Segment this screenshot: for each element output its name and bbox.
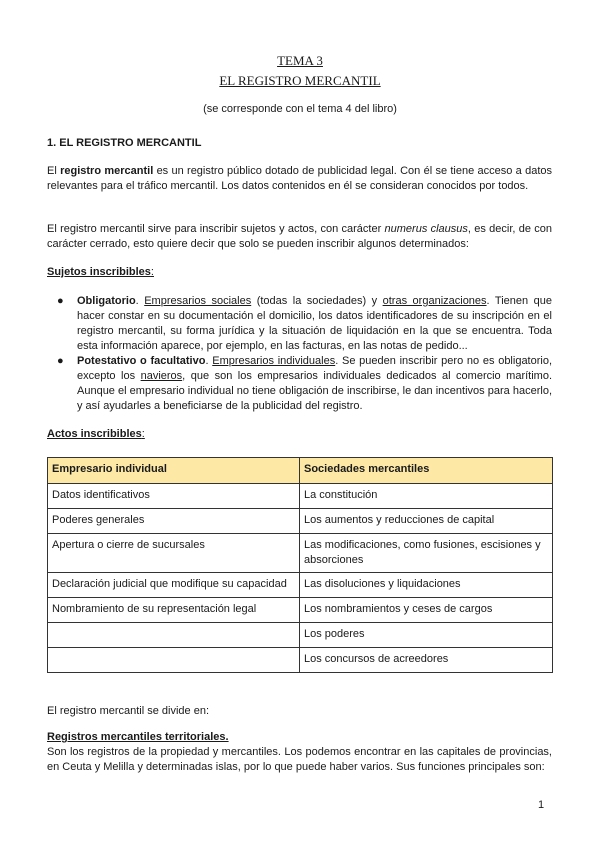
subheading-text: Actos inscribibles — [47, 428, 142, 440]
bold-term: registro mercantil — [60, 165, 154, 177]
underlined-term: Empresarios individuales — [212, 355, 336, 367]
table-cell: Datos identificativos — [48, 484, 300, 509]
column-header: Empresario individual — [48, 458, 300, 484]
text-run: (todas la sociedades) y — [251, 295, 383, 307]
text-run: es un registro público dotado de publicidad legal. Con él se tiene acceso a datos relevantes para el tráfico mercantil. Los datos contenidos en él se consideran conocidos por todos. — [47, 165, 552, 192]
text-run: . — [135, 295, 145, 307]
paragraph-definition — [47, 164, 552, 194]
table-row — [48, 623, 553, 648]
underlined-term: navieros — [140, 370, 183, 382]
column-header: Sociedades mercantiles — [300, 458, 553, 484]
table-cell: Las disoluciones y liquidaciones — [300, 573, 553, 598]
document-title-line2: EL REGISTRO MERCANTIL — [219, 73, 381, 88]
bullet-icon: ● — [57, 295, 64, 307]
table-cell — [48, 623, 300, 648]
text-run: . Se pueden inscribir pero no es obligatorio, excepto los — [77, 355, 553, 382]
text-run: . — [205, 355, 213, 367]
subheading-suffix: : — [150, 266, 154, 278]
subheading-text: Sujetos inscribibles — [47, 266, 151, 278]
section-heading: 1. EL REGISTRO MERCANTIL — [47, 137, 202, 149]
text-run: . Tienen que hacer constar en su documentación el domicilio, los datos identificadores de su inscripción en el registro mercantil, su forma jurídica y la situación de liquidación en la que se encuentra. Toda esta información aparece, por ejemplo, en las facturas, en las notas de pedido... — [77, 295, 552, 352]
table-row — [48, 573, 553, 598]
table-cell: Apertura o cierre de sucursales — [48, 534, 300, 573]
document-title-line1: TEMA 3 — [277, 53, 323, 68]
table-row — [48, 484, 553, 509]
bullet-icon: ● — [57, 355, 64, 367]
paragraph-territoriales: Son los registros de la propiedad y mercantiles. Los podemos encontrar en las capitales de provincias, en Ceuta y Melilla y determinadas islas, por lo que puede haber varios. Sus funciones principales son: — [47, 746, 552, 773]
table-cell: La constitución — [300, 484, 553, 509]
underlined-term: Empresarios sociales — [144, 295, 252, 307]
subheading-territoriales: Registros mercantiles territoriales. — [47, 731, 229, 743]
sujetos-list — [47, 294, 552, 414]
item-term: Potestativo o facultativo — [77, 355, 206, 367]
table-cell: Las modificaciones, como fusiones, escisiones y absorciones — [300, 534, 553, 573]
underlined-term: otras organizaciones — [382, 295, 487, 307]
document-subtitle: (se corresponde con el tema 4 del libro) — [203, 103, 397, 115]
subheading-actos — [47, 428, 145, 440]
text-run: , que son los empresarios individuales dedicados al comercio marítimo. Aunque el empresario individual no tiene obligación de inscribirse, le dan incentivos para hacerlo, y así ayudarles a beneficiarse de la publicidad del registro. — [77, 370, 553, 412]
table-row — [48, 648, 553, 673]
paragraph-division: El registro mercantil se divide en: — [47, 705, 210, 717]
table-cell: Los concursos de acreedores — [300, 648, 553, 673]
table-cell: Declaración judicial que modifique su capacidad — [48, 573, 300, 598]
table-cell: Los aumentos y reducciones de capital — [300, 509, 553, 534]
table-cell: Nombramiento de su representación legal — [48, 598, 300, 623]
text-run: El — [47, 165, 61, 177]
text-run: , es decir, de con carácter cerrado, esto quiere decir que solo se pueden inscribir algunos determinados: — [47, 223, 552, 250]
table-cell: Poderes generales — [48, 509, 300, 534]
table-row — [48, 509, 553, 534]
italic-term: numerus clausus — [384, 223, 468, 235]
table-row — [48, 534, 553, 573]
page-number: 1 — [538, 799, 545, 811]
subheading-sujetos — [47, 266, 154, 278]
table-cell — [48, 648, 300, 673]
table-row — [48, 598, 553, 623]
list-item — [47, 294, 552, 354]
text-run: El registro mercantil sirve para inscribir sujetos y actos, con carácter — [47, 223, 385, 235]
actos-table — [47, 457, 553, 673]
paragraph-purpose — [47, 222, 552, 252]
subheading-suffix: : — [141, 428, 145, 440]
table-header-row — [48, 458, 553, 484]
table-cell: Los poderes — [300, 623, 553, 648]
table-cell: Los nombramientos y ceses de cargos — [300, 598, 553, 623]
list-item — [47, 354, 552, 414]
item-term: Obligatorio — [77, 295, 136, 307]
